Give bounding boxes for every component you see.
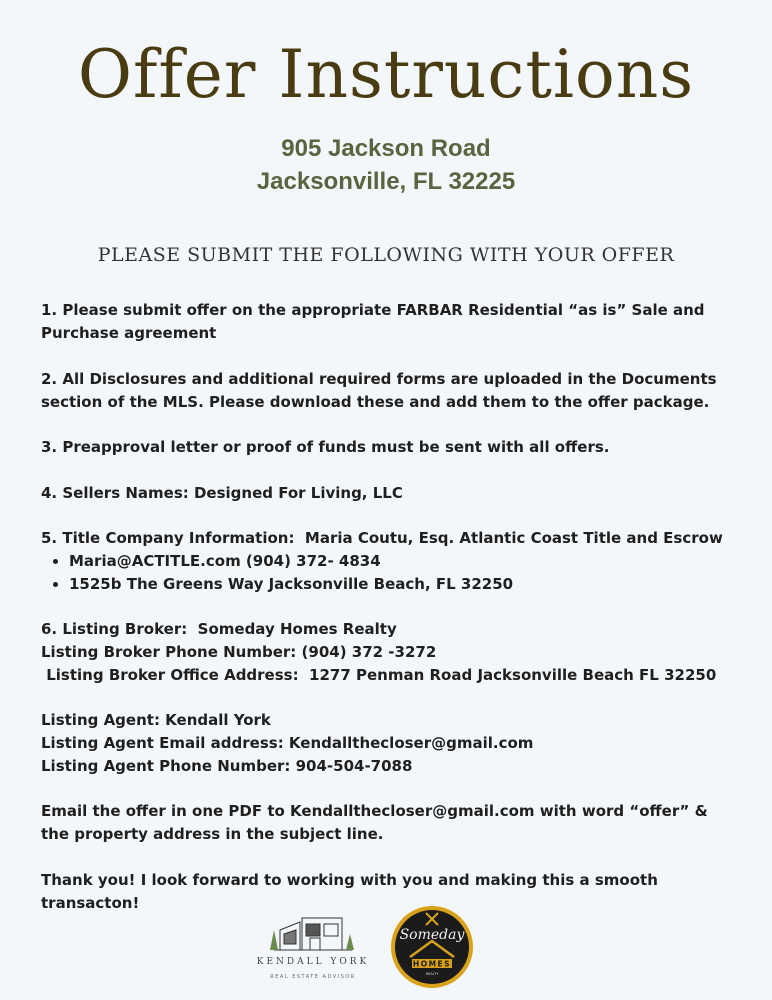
instruction-4: 4. Sellers Names: Designed For Living, LLC (41, 484, 403, 502)
instruction-6: 6. Listing Broker: Someday Homes Realty (41, 620, 397, 638)
address-line-1: 905 Jackson Road (281, 135, 491, 162)
thank-you: Thank you! I look forward to working with you and making this a smooth transacton! (41, 871, 664, 912)
svg-text:REALTY: REALTY (425, 972, 439, 976)
page-title: Offer Instructions (77, 36, 695, 113)
kendall-york-logo-text: KENDALL YORK (256, 957, 370, 967)
instruction-2: 2. All Disclosures and additional required forms are uploaded in the Documents section of the MLS. Please download these and add them to the offer package. (41, 370, 722, 411)
address-line-2: Jacksonville, FL 32225 (256, 168, 516, 195)
agent-name: Listing Agent: Kendall York (41, 711, 271, 729)
instruction-3: 3. Preapproval letter or proof of funds must be sent with all offers. (41, 438, 610, 456)
list-item: • 1525b The Greens Way Jacksonville Beach, FL 32250 (69, 573, 739, 596)
instruction-1: 1. Please submit offer on the appropriate FARBAR Residential “as is” Sale and Purchase agreement (41, 301, 710, 342)
list-item: • Maria@ACTITLE.com (904) 372- 4834 (69, 550, 739, 573)
broker-address: Listing Broker Office Address: 1277 Penman Road Jacksonville Beach FL 32250 (41, 666, 717, 684)
kendall-york-logo-subtext: REAL ESTATE ADVISOR (270, 974, 356, 980)
broker-phone: Listing Broker Phone Number: (904) 372 -3272 (41, 643, 437, 661)
agent-phone: Listing Agent Phone Number: 904-504-7088 (41, 757, 413, 775)
email-instructions: Email the offer in one PDF to Kendallthecloser@gmail.com with word “offer” & the property address in the subject line. (41, 802, 719, 843)
agent-email: Listing Agent Email address: Kendallthecloser@gmail.com (41, 734, 534, 752)
subheading: PLEASE SUBMIT THE FOLLOWING WITH YOUR OFFER (97, 244, 675, 266)
title-company-list (41, 550, 739, 596)
someday-homes-logo-icon (390, 905, 474, 989)
instruction-5: 5. Title Company Information: Maria Coutu, Esq. Atlantic Coast Title and Escrow (41, 529, 723, 547)
svg-text:HOMES: HOMES (412, 959, 452, 969)
svg-text:Someday: Someday (399, 927, 465, 943)
